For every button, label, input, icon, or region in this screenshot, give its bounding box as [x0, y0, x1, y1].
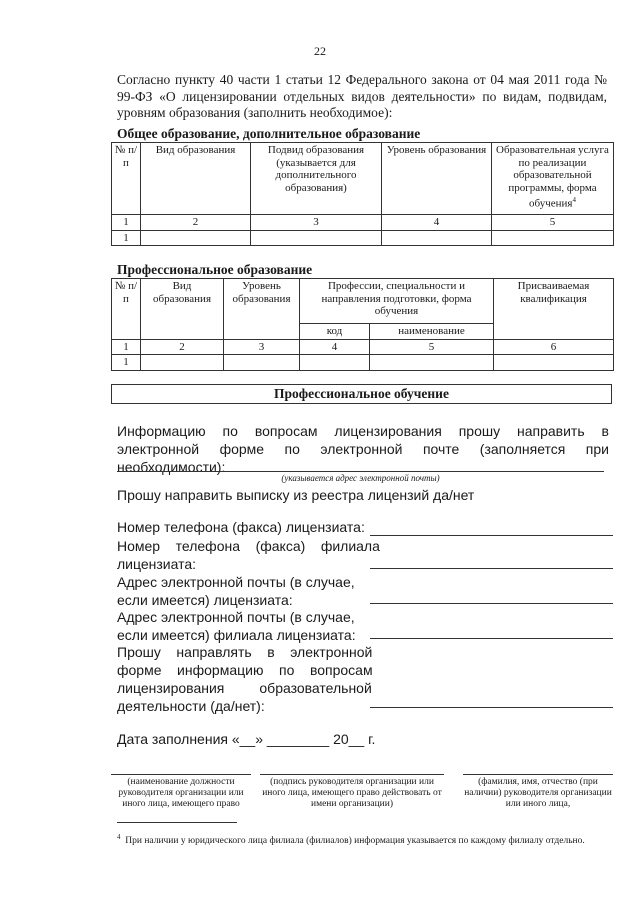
table-cell: 5: [492, 215, 614, 231]
prof-header-kind: Вид образования: [141, 279, 224, 340]
professional-data-row: [112, 355, 614, 371]
professional-education-table: [111, 278, 614, 371]
table-cell: 6: [494, 339, 614, 355]
general-header-num: № п/п: [112, 143, 141, 215]
table-cell: 2: [141, 215, 251, 231]
table-cell[interactable]: [494, 355, 614, 371]
table-cell: 5: [370, 339, 494, 355]
table-cell[interactable]: [141, 230, 251, 246]
email-label-1: Адрес электронной почты (в случае,: [117, 574, 355, 590]
extract-request-text: Прошу направить выписку из реестра лицензий да/нет: [117, 487, 475, 503]
general-header-subkind: Подвид образования (указывается для дополнительного образования): [251, 143, 382, 215]
table-cell: 4: [300, 339, 370, 355]
table-cell[interactable]: [251, 230, 382, 246]
prof-header-name: наименование: [370, 324, 494, 340]
table-cell[interactable]: [370, 355, 494, 371]
general-header-service: [492, 143, 614, 215]
page-number: 22: [314, 44, 326, 58]
professional-header-row: [112, 279, 614, 324]
send-label-1: Прошу направлять в электронной: [117, 644, 373, 660]
professional-training-box: Профессиональное обучение: [111, 384, 612, 404]
branch-phone-label-2: лицензиата:: [117, 556, 197, 572]
table-cell[interactable]: [382, 230, 492, 246]
table-cell: 1: [112, 355, 141, 371]
table-cell: 2: [141, 339, 224, 355]
professional-number-row: [112, 339, 614, 355]
prof-header-professions: Профессии, специальности и направления подготовки, форма обучения: [300, 279, 494, 324]
general-header-service-label: Образовательная услуга по реализации образовательной программы, форма обучения: [496, 144, 609, 210]
send-label-3: лицензирования образовательной: [117, 680, 372, 696]
general-number-row: [112, 215, 614, 231]
email-label-2: если имеется) лицензиата:: [117, 592, 293, 608]
prof-header-qualification: Присваиваемая квалификация: [494, 279, 614, 340]
general-data-row: [112, 230, 614, 246]
email-request-text: Информацию по вопросам лицензирования прошу направить в электронной форме по электронной почте (заполняется при необходимости):: [117, 423, 609, 475]
signature-caption: (подпись руководителя организации или иного лица, имеющего право действовать от имени организации): [262, 777, 442, 809]
footnote-mark: 4: [572, 196, 576, 204]
professional-education-title: Профессиональное образование: [117, 262, 313, 277]
send-label-4: деятельности (да/нет):: [117, 698, 265, 714]
name-line[interactable]: [463, 774, 613, 775]
intro-paragraph: Согласно пункту 40 части 1 статьи 12 Федерального закона от 04 мая 2011 года № 99-ФЗ «О лицензировании отдельных видов деятельности» по видам, подвидам, уровням образования (заполнить необходимое):: [117, 72, 607, 120]
general-header-level: Уровень образования: [382, 143, 492, 215]
branch-phone-label-1: Номер телефона (факса) филиала: [117, 538, 380, 554]
footnote-separator: [117, 822, 237, 823]
general-education-title: Общее образование, дополнительное образование: [117, 126, 421, 141]
branch-email-label-2: если имеется) филиала лицензиата:: [117, 627, 356, 643]
footnote-number: 4: [117, 833, 121, 841]
table-cell[interactable]: [300, 355, 370, 371]
prof-header-num: № п/п: [112, 279, 141, 340]
footnote: [117, 832, 607, 847]
general-header-row: [112, 143, 614, 215]
footnote-text: При наличии у юридического лица филиала (филиалов) информация указывается по каждому филиалу отдельно.: [125, 836, 585, 847]
send-input-line[interactable]: [370, 707, 613, 708]
prof-header-code: код: [300, 324, 370, 340]
prof-header-level: Уровень образования: [224, 279, 300, 340]
general-header-kind: Вид образования: [141, 143, 251, 215]
table-cell: 1: [112, 230, 141, 246]
table-cell[interactable]: [141, 355, 224, 371]
name-caption: (фамилия, имя, отчество (при наличии) руководителя организации или иного лица,: [464, 777, 612, 809]
email-input-line[interactable]: [117, 471, 604, 472]
phone-input-line[interactable]: [370, 535, 613, 536]
branch-email-label-1: Адрес электронной почты (в случае,: [117, 609, 355, 625]
phone-label: Номер телефона (факса) лицензиата:: [117, 519, 365, 535]
table-cell[interactable]: [224, 355, 300, 371]
table-cell: 4: [382, 215, 492, 231]
general-education-table: [111, 142, 614, 246]
branch-email-input-line[interactable]: [370, 638, 613, 639]
date-line[interactable]: Дата заполнения «__» ________ 20__ г.: [117, 731, 376, 747]
branch-phone-input-line[interactable]: [370, 568, 613, 569]
send-label-2: форме информацию по вопросам: [117, 662, 373, 678]
email-field-line[interactable]: [370, 603, 613, 604]
table-cell: 1: [112, 215, 141, 231]
table-cell: 1: [112, 339, 141, 355]
table-cell: 3: [224, 339, 300, 355]
table-cell[interactable]: [492, 230, 614, 246]
position-line[interactable]: [111, 774, 251, 775]
email-hint: (указывается адрес электронной почты): [281, 473, 440, 483]
table-cell: 3: [251, 215, 382, 231]
position-caption: (наименование должности руководителя организации или иного лица, имеющего право: [118, 777, 244, 809]
signature-line[interactable]: [260, 774, 444, 775]
